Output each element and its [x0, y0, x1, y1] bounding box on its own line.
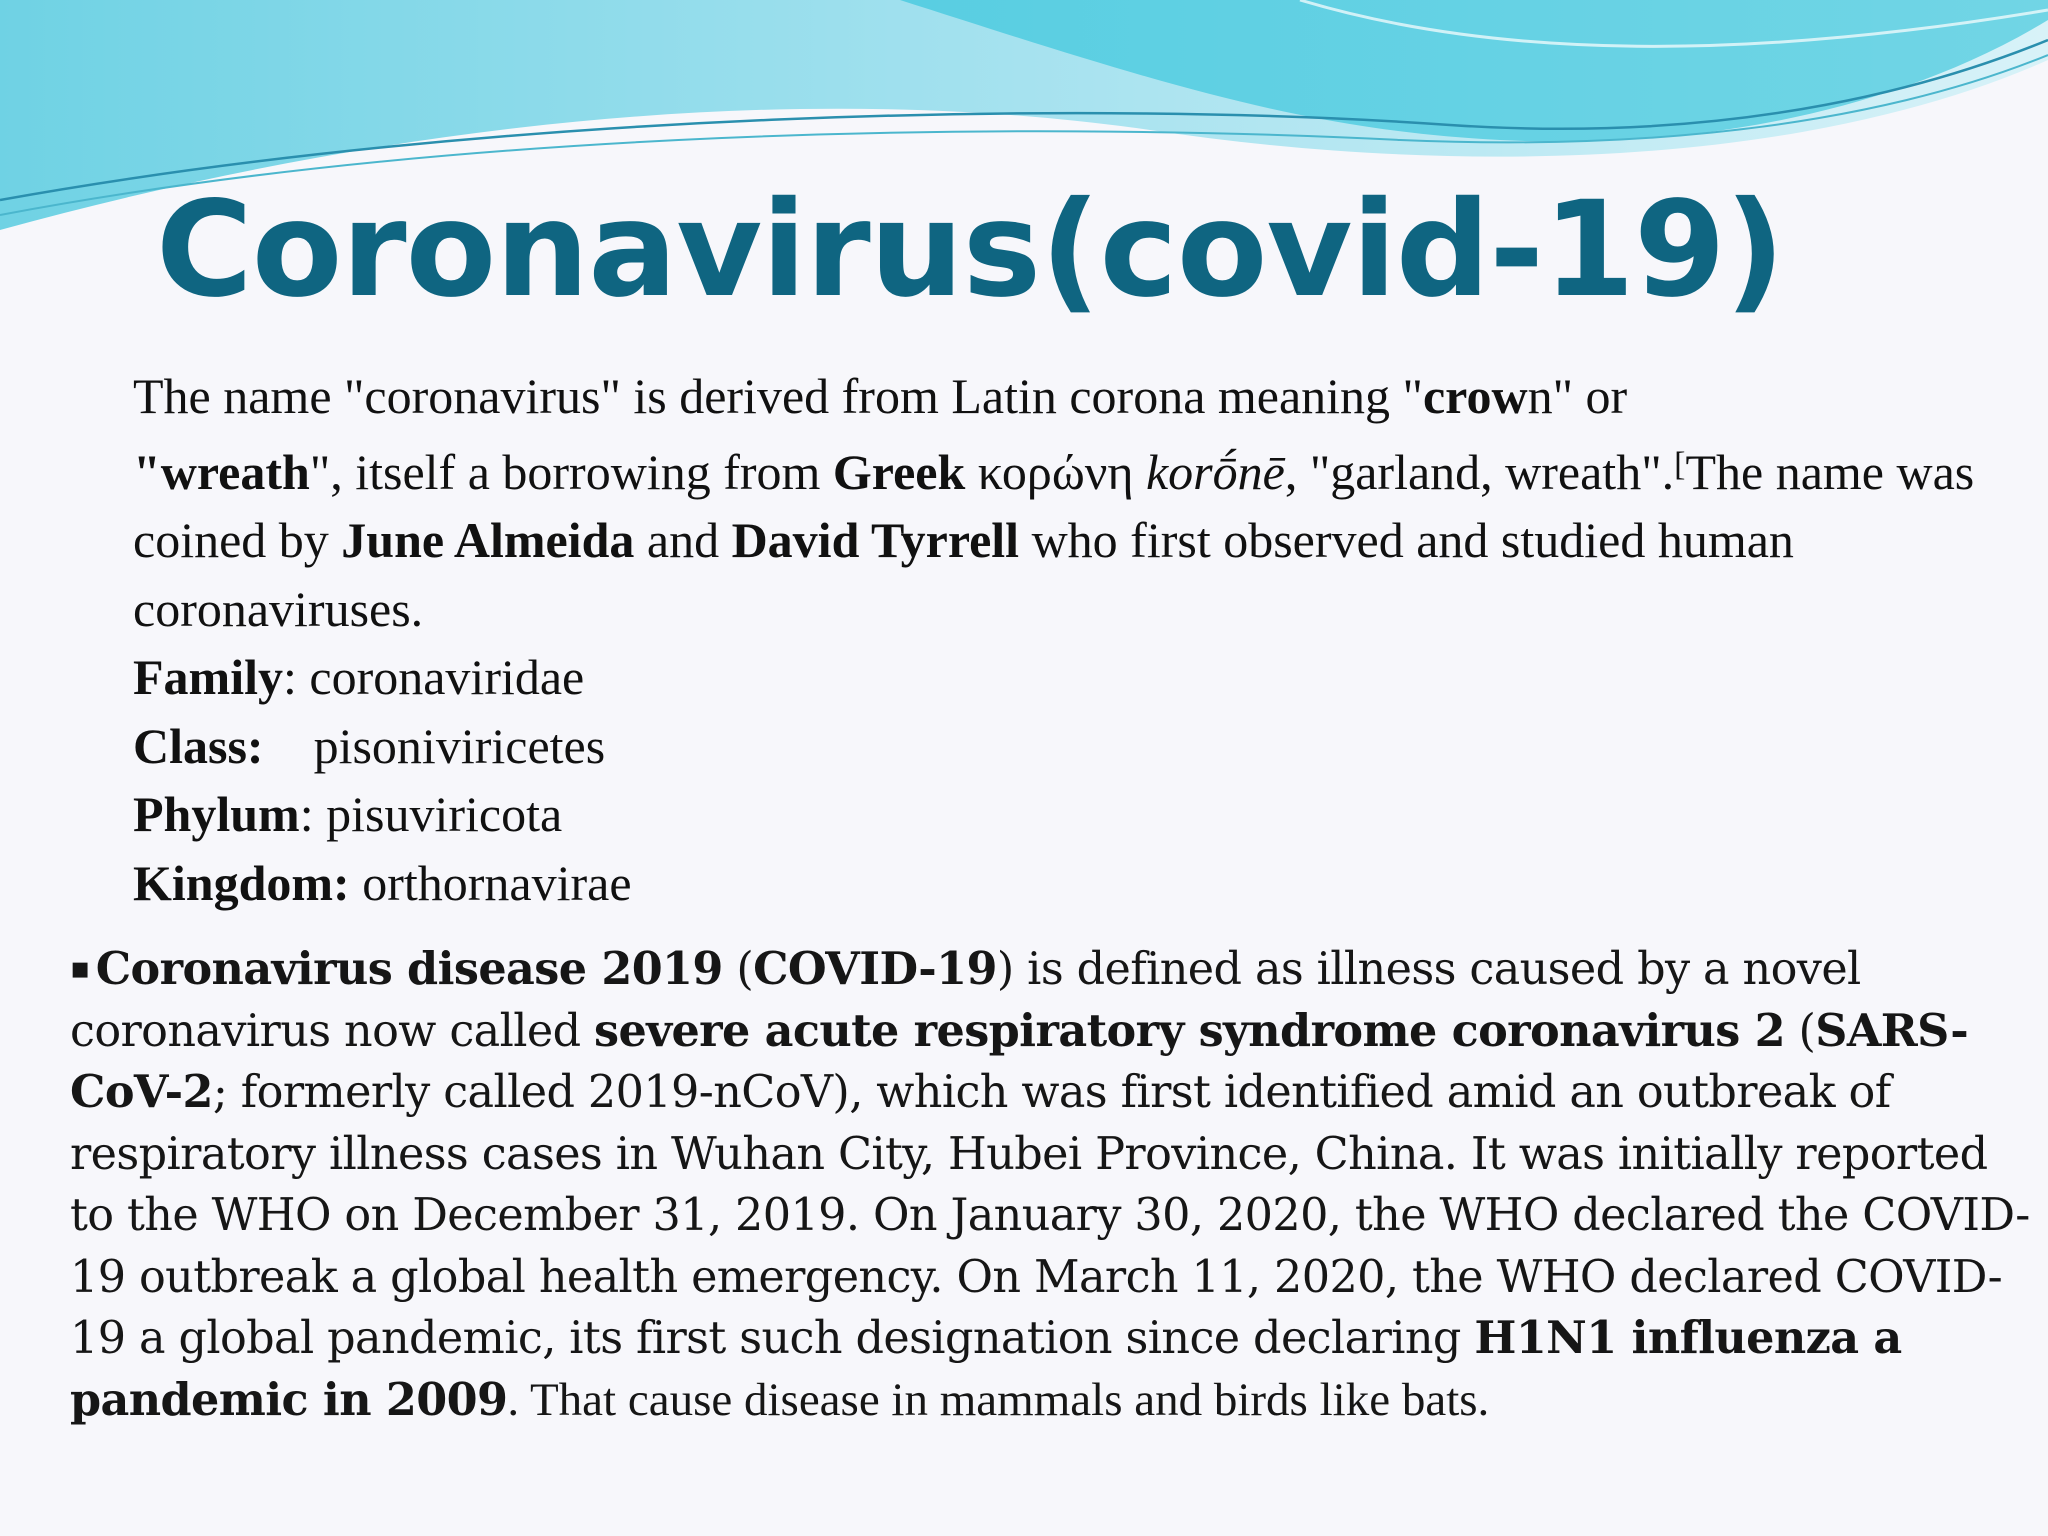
name-june-almeida: June Almeida — [341, 512, 635, 568]
citation-bracket: [ — [1674, 445, 1686, 483]
intro-paragraph — [133, 362, 1993, 917]
slide-title: Coronavirus(covid-19) — [155, 173, 1785, 327]
name-david-tyrrell: David Tyrrell — [731, 512, 1020, 568]
taxonomy-phylum: Phylum: pisuviricota — [133, 786, 563, 842]
taxonomy-family: Family: coronaviridae — [133, 649, 585, 705]
taxonomy-class: Class: pisoniviricetes — [133, 717, 606, 774]
term-korone: korṓnē — [1145, 443, 1285, 500]
term-wreath: "wreath — [133, 443, 310, 500]
term-greek: Greek — [832, 443, 966, 500]
square-bullet-icon: ▪ — [70, 951, 90, 986]
covid-bullet-paragraph: ▪ Coronavirus disease 2019 (COVID-19) is defined as illness caused by a novel coronavirus now called severe acute respiratory syndrome coronavirus 2 (SARS-CoV-2; formerly called 2019-nCoV), which was first identified amid an outbreak of respiratory illness cases in Wuhan City, Hubei Province, China. It was initially reported to the WHO on December 31, 2019. On January 30, 2020, the WHO declared the COVID-19 outbreak a global health emergency. On March 11, 2020, the WHO declared COVID-19 a global pandemic, its first such designation since declaring H1N1 influenza a pandemic in 2009. That cause disease in mammals and birds like bats. — [70, 943, 2030, 1426]
term-crow: crow — [1422, 368, 1528, 424]
taxonomy-kingdom: Kingdom: orthornavirae — [133, 854, 632, 911]
etymology-text: The name "coronavirus" is derived from Latin corona meaning "crown" or "wreath", itself a borrowing from Greek κορώνη korṓnē, "garland, wreath".[The name was coined by June Almeida and David Tyrrell who first observed and studied human coronaviruses. — [133, 368, 1975, 637]
